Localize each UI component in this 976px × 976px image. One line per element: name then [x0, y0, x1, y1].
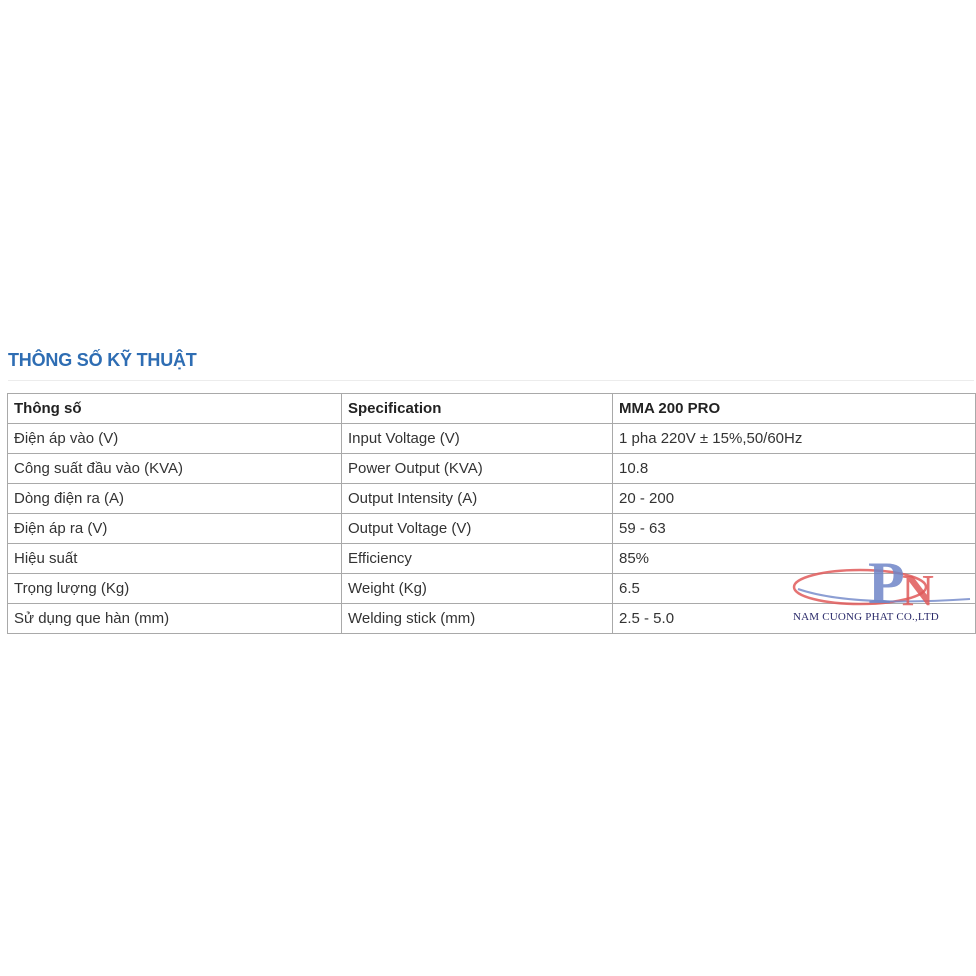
table-row [8, 484, 976, 514]
cell-specification: Weight (Kg) [342, 574, 613, 604]
header-model: MMA 200 PRO [613, 394, 976, 424]
table-header-row [8, 394, 976, 424]
company-name-watermark: NAM CUONG PHAT CO.,LTD [793, 611, 939, 623]
cell-parameter: Hiệu suất [8, 544, 342, 574]
cell-parameter: Điện áp ra (V) [8, 514, 342, 544]
cell-value: 6.5 [613, 574, 976, 604]
svg-text:N: N [902, 566, 934, 615]
cell-specification: Power Output (KVA) [342, 454, 613, 484]
svg-text:P: P [868, 550, 905, 616]
header-specification: Specification [342, 394, 613, 424]
section-title: THÔNG SỐ KỸ THUẬT [8, 350, 197, 370]
cell-value: 1 pha 220V ± 15%,50/60Hz [613, 424, 976, 454]
cell-specification: Output Voltage (V) [342, 514, 613, 544]
cell-specification: Welding stick (mm) [342, 604, 613, 634]
cell-specification: Efficiency [342, 544, 613, 574]
cell-specification: Input Voltage (V) [342, 424, 613, 454]
cell-value: 2.5 - 5.0 [613, 604, 976, 634]
cell-parameter: Trọng lượng (Kg) [8, 574, 342, 604]
cell-value: 59 - 63 [613, 514, 976, 544]
table-row [8, 454, 976, 484]
cell-parameter: Điện áp vào (V) [8, 424, 342, 454]
title-divider [8, 380, 974, 381]
header-parameter: Thông số [8, 394, 342, 424]
cell-specification: Output Intensity (A) [342, 484, 613, 514]
cell-parameter: Dòng điện ra (A) [8, 484, 342, 514]
cell-value: 20 - 200 [613, 484, 976, 514]
cell-value: 85% [613, 544, 976, 574]
table-row [8, 424, 976, 454]
cell-value: 10.8 [613, 454, 976, 484]
cell-parameter: Sử dụng que hàn (mm) [8, 604, 342, 634]
cell-parameter: Công suất đầu vào (KVA) [8, 454, 342, 484]
table-row [8, 514, 976, 544]
